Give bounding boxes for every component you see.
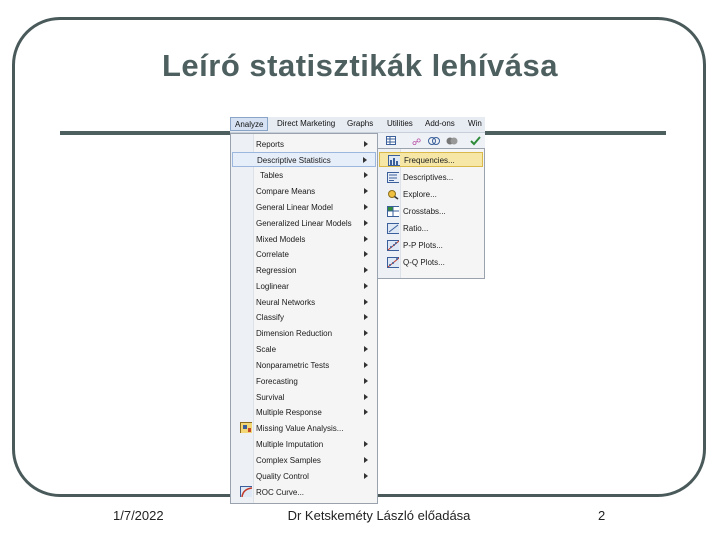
submenu-arrow-icon [364, 236, 368, 242]
submenu-arrow-icon [364, 346, 368, 352]
menu-item-label: Classify [256, 313, 285, 322]
submenu-item-pp-plots[interactable] [379, 238, 483, 253]
submenu-item-label: Crosstabs... [403, 207, 446, 216]
menu-item-multiple-response[interactable] [232, 405, 376, 420]
menubar [230, 117, 485, 133]
submenu-arrow-icon [364, 267, 368, 273]
explore-icon [387, 189, 399, 200]
circles-icon[interactable] [428, 136, 440, 146]
menu-item-quality-control[interactable] [232, 469, 376, 484]
submenu-arrow-icon [364, 394, 368, 400]
submenu-arrow-icon [364, 457, 368, 463]
missing-value-icon [240, 422, 252, 433]
menu-item-label: Scale [256, 345, 277, 354]
menu-item-complex-samples[interactable] [232, 453, 376, 468]
qq-plots-icon [387, 257, 399, 268]
menu-item-label: Complex Samples [256, 456, 321, 465]
menu-item-label: Tables [260, 171, 284, 180]
submenu-arrow-icon [364, 188, 368, 194]
submenu-item-label: Explore... [403, 190, 437, 199]
submenu-arrow-icon [364, 362, 368, 368]
frequencies-icon [388, 155, 400, 166]
title-rule-right [484, 131, 666, 135]
menu-item-survival[interactable] [232, 390, 376, 405]
menu-item-label: Forecasting [256, 377, 298, 386]
submenu-arrow-icon [364, 172, 368, 178]
menu-item-label: Multiple Imputation [256, 440, 324, 449]
menu-item-correlate[interactable] [232, 247, 376, 262]
submenu-item-label: Q-Q Plots... [403, 258, 445, 267]
svg-text:☍: ☍ [412, 138, 422, 146]
menu-item-neural-networks[interactable] [232, 295, 376, 310]
submenu-arrow-icon [364, 409, 368, 415]
submenu-arrow-icon [364, 473, 368, 479]
submenu-item-crosstabs[interactable] [379, 204, 483, 219]
pp-plots-icon [387, 240, 399, 251]
footer-date: 1/7/2022 [113, 508, 164, 523]
menu-item-label: Compare Means [256, 187, 316, 196]
footer-author: Dr Ketskeméty László előadása [287, 508, 471, 523]
menu-item-dimension-reduction[interactable] [232, 326, 376, 341]
menu-item-label: Regression [256, 266, 297, 275]
submenu-item-label: Descriptives... [403, 173, 454, 182]
submenu-item-ratio[interactable] [379, 221, 483, 236]
submenu-arrow-icon [364, 299, 368, 305]
analyze-menu [230, 133, 378, 504]
submenu-arrow-icon [364, 251, 368, 257]
toolbar-strip [378, 133, 485, 149]
submenu-arrow-icon [364, 378, 368, 384]
menu-item-label: Neural Networks [256, 298, 316, 307]
scale-icon[interactable] [412, 136, 422, 146]
menu-item-tables[interactable] [232, 168, 376, 183]
submenu-arrow-icon [364, 441, 368, 447]
crosstabs-icon [387, 206, 399, 217]
menu-item-label: Reports [256, 140, 285, 149]
check-icon[interactable] [470, 136, 482, 146]
menu-item-loglinear[interactable] [232, 279, 376, 294]
slide-title: Leíró statisztikák lehívása [161, 48, 559, 83]
shapes-icon[interactable] [446, 136, 458, 146]
roc-curve-icon [240, 486, 252, 497]
menu-item-label: Multiple Response [256, 408, 322, 417]
menu-utilities[interactable]: Utilities [387, 119, 413, 128]
submenu-item-qq-plots[interactable] [379, 255, 483, 270]
menu-item-roc-curve[interactable] [232, 485, 376, 500]
submenu-item-explore[interactable] [379, 187, 483, 202]
menu-direct-marketing[interactable]: Direct Marketing [277, 119, 336, 128]
submenu-item-label: Ratio... [403, 224, 429, 233]
menu-add-ons[interactable]: Add-ons [425, 119, 455, 128]
menu-item-label: Quality Control [256, 472, 309, 481]
menu-item-label: Mixed Models [256, 235, 306, 244]
menu-item-descriptive-statistics[interactable] [232, 152, 376, 167]
menu-item-label: ROC Curve... [256, 488, 305, 497]
menu-item-label: Generalized Linear Models [256, 219, 352, 228]
menu-item-forecasting[interactable] [232, 374, 376, 389]
menu-item-label: Survival [256, 393, 285, 402]
menu-window[interactable]: Win [468, 119, 482, 128]
menu-item-general-linear-model[interactable] [232, 200, 376, 215]
footer-page-number: 2 [598, 508, 606, 523]
menu-item-label: Nonparametric Tests [256, 361, 330, 370]
descriptive-statistics-submenu [377, 148, 485, 279]
submenu-arrow-icon [364, 330, 368, 336]
menu-item-generalized-linear-models[interactable] [232, 216, 376, 231]
menu-item-scale[interactable] [232, 342, 376, 357]
menu-item-missing-value-analysis[interactable] [232, 421, 376, 436]
submenu-arrow-icon [364, 283, 368, 289]
menu-item-reports[interactable] [232, 137, 376, 152]
menu-item-label: General Linear Model [256, 203, 333, 212]
submenu-item-label: P-P Plots... [403, 241, 443, 250]
table-icon[interactable] [386, 136, 396, 145]
menu-item-label: Dimension Reduction [256, 329, 333, 338]
menu-item-label: Correlate [256, 250, 289, 259]
menu-analyze[interactable]: Analyze [230, 117, 268, 131]
title-rule-left [60, 131, 232, 135]
submenu-arrow-icon [364, 141, 368, 147]
submenu-arrow-icon [364, 314, 368, 320]
submenu-arrow-icon [364, 220, 368, 226]
menu-item-regression[interactable] [232, 263, 376, 278]
menu-item-compare-means[interactable] [232, 184, 376, 199]
descriptives-icon [387, 172, 399, 183]
menu-item-label: Descriptive Statistics [257, 156, 331, 165]
submenu-arrow-icon [364, 204, 368, 210]
submenu-item-frequencies[interactable] [379, 152, 483, 167]
submenu-item-label: Frequencies... [404, 156, 455, 165]
menu-item-classify[interactable] [232, 310, 376, 325]
menu-graphs[interactable]: Graphs [347, 119, 374, 128]
menu-item-mixed-models[interactable] [232, 232, 376, 247]
submenu-arrow-icon [363, 157, 367, 163]
menu-item-label: Loglinear [256, 282, 289, 291]
spss-menu-screenshot [230, 117, 485, 505]
menu-item-multiple-imputation[interactable] [232, 437, 376, 452]
submenu-item-descriptives[interactable] [379, 170, 483, 185]
menu-item-label: Missing Value Analysis... [256, 424, 344, 433]
ratio-icon [387, 223, 399, 234]
menu-item-nonparametric-tests[interactable] [232, 358, 376, 373]
